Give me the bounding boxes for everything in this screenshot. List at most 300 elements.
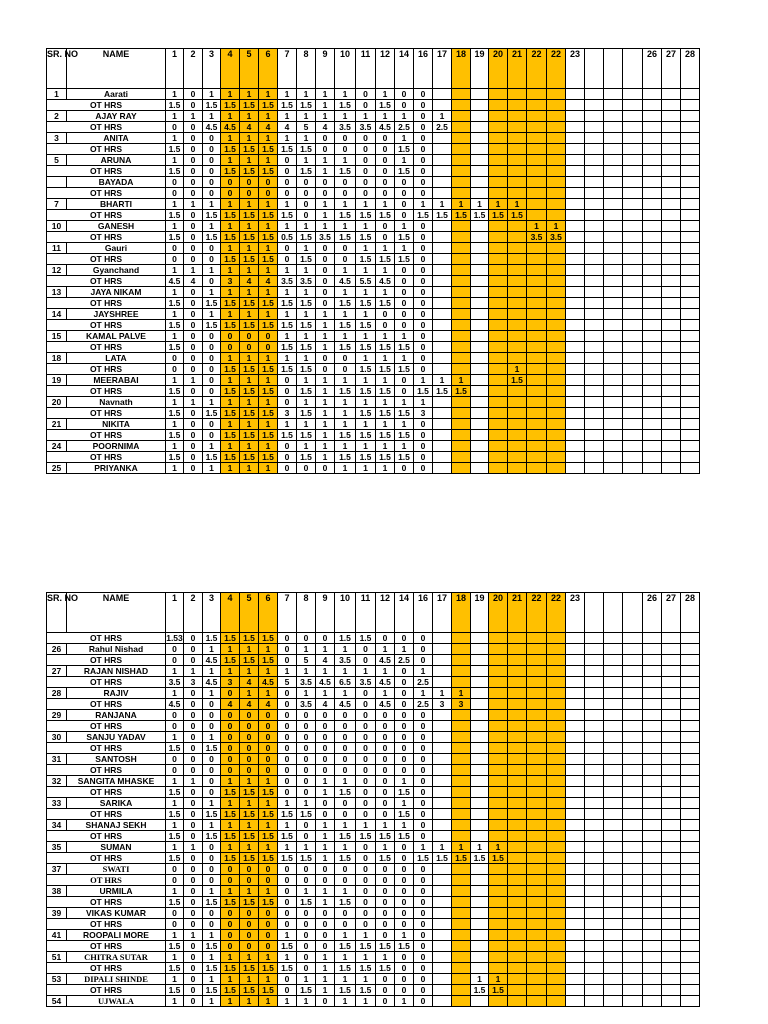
day-value <box>681 342 700 353</box>
day-value: 0 <box>259 941 278 952</box>
day-value: 1.5 <box>221 809 240 820</box>
day-value: 1.5 <box>278 853 297 864</box>
day-value <box>566 364 585 375</box>
day-value <box>604 633 623 644</box>
day-value: 0 <box>414 298 433 309</box>
day-value: 4 <box>240 122 259 133</box>
day-value <box>604 408 623 419</box>
day-value: 4.5 <box>376 677 395 688</box>
day-value <box>604 232 623 243</box>
day-value: 1 <box>278 309 297 320</box>
day-value <box>508 908 527 919</box>
day-value <box>566 243 585 254</box>
day-value: 1.5 <box>221 320 240 331</box>
day-value: 1 <box>184 930 203 941</box>
day-header: 2 <box>184 49 203 89</box>
day-value <box>585 188 604 199</box>
day-value <box>643 996 662 1007</box>
day-value: 1.5 <box>221 210 240 221</box>
day-value: 0 <box>278 166 297 177</box>
day-value <box>452 232 471 243</box>
day-value <box>489 721 508 732</box>
day-value <box>623 710 643 721</box>
day-value <box>662 155 681 166</box>
day-value: 1.5 <box>259 831 278 842</box>
day-value <box>681 133 700 144</box>
day-value: 1 <box>221 397 240 408</box>
day-value <box>681 831 700 842</box>
day-value <box>681 974 700 985</box>
day-value: 2.5 <box>433 122 452 133</box>
day-value <box>566 342 585 353</box>
day-value: 0 <box>184 419 203 430</box>
day-value <box>433 864 452 875</box>
day-value <box>623 133 643 144</box>
day-value: 1.5 <box>259 655 278 666</box>
day-value: 1 <box>395 353 414 364</box>
day-value <box>433 787 452 798</box>
day-value: 1 <box>316 375 335 386</box>
day-value: 0 <box>203 765 221 776</box>
day-value <box>566 842 585 853</box>
ot-label: OT HRS <box>47 985 166 996</box>
day-value <box>585 265 604 276</box>
day-value <box>489 688 508 699</box>
day-value: 1.5 <box>259 633 278 644</box>
day-value <box>643 353 662 364</box>
day-value <box>508 100 527 111</box>
day-value: 0 <box>316 243 335 254</box>
day-value <box>433 441 452 452</box>
day-value <box>527 666 547 677</box>
day-value: 1 <box>335 265 356 276</box>
day-value <box>681 331 700 342</box>
day-value: 0 <box>395 309 414 320</box>
day-value: 0 <box>316 353 335 364</box>
day-value <box>623 941 643 952</box>
day-value <box>623 721 643 732</box>
day-value: 1 <box>297 111 316 122</box>
day-value: 1 <box>335 463 356 474</box>
day-value <box>585 743 604 754</box>
day-value: 1 <box>335 331 356 342</box>
day-value: 1 <box>316 820 335 831</box>
day-value <box>623 644 643 655</box>
day-value: 0 <box>414 897 433 908</box>
employee-name: KAMAL PALVE <box>67 331 166 342</box>
day-value <box>604 463 623 474</box>
day-value <box>433 710 452 721</box>
day-value: 0 <box>203 919 221 930</box>
day-value <box>527 408 547 419</box>
day-value: 0 <box>259 908 278 919</box>
day-value: 1 <box>259 375 278 386</box>
day-value <box>471 100 489 111</box>
day-value <box>681 655 700 666</box>
day-value <box>643 688 662 699</box>
day-header <box>585 593 604 633</box>
day-value <box>662 386 681 397</box>
day-value: 1 <box>297 666 316 677</box>
day-value: 0 <box>184 100 203 111</box>
day-value <box>604 809 623 820</box>
day-value: 0 <box>297 919 316 930</box>
day-value: 1 <box>240 666 259 677</box>
day-value <box>433 463 452 474</box>
day-header: 19 <box>471 49 489 89</box>
day-value <box>623 386 643 397</box>
day-value: 1.5 <box>166 452 184 463</box>
day-value: 0 <box>221 754 240 765</box>
day-value <box>681 100 700 111</box>
day-value <box>433 831 452 842</box>
day-value: 1 <box>335 408 356 419</box>
day-value <box>471 644 489 655</box>
day-value: 1 <box>489 842 508 853</box>
day-value: 0 <box>414 820 433 831</box>
day-value: 4.5 <box>203 122 221 133</box>
day-value: 1.5 <box>452 386 471 397</box>
day-value: 0 <box>221 743 240 754</box>
day-value <box>547 908 566 919</box>
day-value: 0 <box>376 776 395 787</box>
day-value <box>585 655 604 666</box>
day-value: 1.5 <box>240 320 259 331</box>
day-value <box>452 287 471 298</box>
day-value <box>662 419 681 430</box>
day-value <box>604 787 623 798</box>
day-value <box>547 809 566 820</box>
day-value <box>623 188 643 199</box>
day-value <box>681 644 700 655</box>
day-value: 1 <box>376 243 395 254</box>
sr-no-header: SR. NO <box>47 593 67 633</box>
day-value <box>623 221 643 232</box>
day-value <box>433 309 452 320</box>
employee-row <box>47 133 700 144</box>
day-value <box>681 699 700 710</box>
day-value: 0 <box>356 853 376 864</box>
day-value <box>585 798 604 809</box>
day-value: 1 <box>316 776 335 787</box>
day-value <box>681 798 700 809</box>
day-value <box>681 886 700 897</box>
day-value <box>471 177 489 188</box>
sr-no: 5 <box>47 155 67 166</box>
day-value <box>433 930 452 941</box>
day-value: 1 <box>221 776 240 787</box>
day-value <box>527 897 547 908</box>
day-value: 1 <box>414 666 433 677</box>
day-value <box>489 952 508 963</box>
day-value: 1 <box>203 996 221 1007</box>
day-value <box>566 919 585 930</box>
day-value: 1 <box>221 886 240 897</box>
day-value: 1.5 <box>335 853 356 864</box>
day-value: 1.53 <box>166 633 183 643</box>
day-value <box>489 100 508 111</box>
ot-hours-row <box>47 875 700 886</box>
day-value <box>681 930 700 941</box>
day-value: 1.5 <box>297 809 316 820</box>
day-value: 1 <box>259 776 278 787</box>
day-value <box>643 963 662 974</box>
day-value: 4.5 <box>166 699 184 710</box>
employee-name: Rahul Nishad <box>67 644 166 655</box>
day-value: 1.5 <box>240 985 259 996</box>
day-value <box>566 221 585 232</box>
day-value: 0 <box>184 309 203 320</box>
day-value <box>681 243 700 254</box>
name-header: NAME <box>67 49 166 89</box>
day-value <box>471 655 489 666</box>
day-value <box>585 765 604 776</box>
day-value: 1 <box>395 930 414 941</box>
ot-hours-row <box>47 985 700 996</box>
day-value: 2.5 <box>395 122 414 133</box>
day-value: 0 <box>278 864 297 875</box>
day-value: 1 <box>259 952 278 963</box>
day-value: 1 <box>395 221 414 232</box>
day-value: 0 <box>356 699 376 710</box>
day-value <box>433 952 452 963</box>
day-value: 3 <box>221 276 240 287</box>
day-value: 0 <box>414 864 433 875</box>
day-value <box>527 298 547 309</box>
day-value: 0 <box>356 875 376 886</box>
day-value: 0 <box>335 144 356 155</box>
day-value <box>489 996 508 1007</box>
day-value <box>547 853 566 864</box>
day-value <box>452 765 471 776</box>
day-value <box>527 776 547 787</box>
day-value: 0 <box>259 754 278 765</box>
day-value <box>623 254 643 265</box>
day-value <box>489 419 508 430</box>
day-value: 0 <box>259 710 278 721</box>
day-value: 0 <box>184 452 203 463</box>
day-value: 1 <box>395 820 414 831</box>
day-value <box>547 111 566 122</box>
day-value: 0 <box>166 177 184 188</box>
ot-hours-row <box>47 386 700 397</box>
day-value: 4.5 <box>166 276 184 287</box>
day-value <box>662 254 681 265</box>
day-value <box>643 776 662 787</box>
day-value: 0 <box>414 177 433 188</box>
day-value: 0 <box>278 765 297 776</box>
day-value <box>508 441 527 452</box>
day-value <box>623 831 643 842</box>
day-value: 1.5 <box>395 254 414 265</box>
day-value <box>623 463 643 474</box>
day-value: 1 <box>184 842 203 853</box>
day-value: 4 <box>259 276 278 287</box>
day-value: 1 <box>203 441 221 452</box>
day-value: 0 <box>376 177 395 188</box>
day-value <box>585 100 604 111</box>
day-value <box>452 419 471 430</box>
day-value <box>471 309 489 320</box>
day-value <box>508 463 527 474</box>
day-value: 1 <box>316 111 335 122</box>
employee-row <box>47 644 700 655</box>
day-value <box>508 166 527 177</box>
day-value <box>566 331 585 342</box>
day-value: 1.5 <box>221 144 240 155</box>
day-value <box>452 254 471 265</box>
day-value <box>547 199 566 210</box>
day-value: 0 <box>335 364 356 375</box>
day-value <box>623 919 643 930</box>
day-value <box>527 941 547 952</box>
day-value: 0 <box>376 144 395 155</box>
day-value: 0 <box>335 732 356 743</box>
day-value <box>452 309 471 320</box>
day-value: 1.5 <box>433 386 452 397</box>
day-value: 3 <box>433 699 452 710</box>
day-value <box>489 408 508 419</box>
day-value: 1 <box>376 952 395 963</box>
ot-label: OT HRS <box>47 254 166 265</box>
employee-name: AJAY RAY <box>67 111 166 122</box>
day-value: 1 <box>297 155 316 166</box>
day-value <box>433 754 452 765</box>
day-value <box>643 89 662 100</box>
day-value <box>604 699 623 710</box>
day-value: 1 <box>259 265 278 276</box>
ot-hours-row <box>47 298 700 309</box>
employee-name: PRIYANKA <box>67 463 166 474</box>
day-value <box>662 666 681 677</box>
day-value: 1 <box>433 842 452 853</box>
day-value: 0 <box>316 254 335 265</box>
day-value: 4 <box>316 699 335 710</box>
day-value <box>604 677 623 688</box>
day-value: 1.5 <box>203 743 221 754</box>
day-value: 1.5 <box>297 408 316 419</box>
day-value: 1 <box>414 842 433 853</box>
day-value <box>681 941 700 952</box>
day-value: 0 <box>414 155 433 166</box>
ot-label: OT HRS <box>47 875 166 886</box>
day-value: 0 <box>335 133 356 144</box>
day-value: 1 <box>316 386 335 397</box>
day-value <box>471 721 489 732</box>
day-value <box>604 655 623 666</box>
day-value: 0 <box>335 765 356 776</box>
day-value <box>643 397 662 408</box>
day-value: 0 <box>221 941 240 952</box>
day-value: 0 <box>356 809 376 820</box>
day-value: 1.5 <box>240 853 259 864</box>
day-value <box>471 166 489 177</box>
day-value: 0 <box>414 452 433 463</box>
day-value <box>585 287 604 298</box>
day-value <box>433 430 452 441</box>
sr-no: 33 <box>47 798 67 809</box>
day-value <box>433 144 452 155</box>
day-value <box>585 199 604 210</box>
day-value: 0 <box>184 897 203 908</box>
day-value: 0 <box>278 699 297 710</box>
day-value: 0 <box>184 320 203 331</box>
day-value <box>604 166 623 177</box>
day-value: 0 <box>376 930 395 941</box>
day-value <box>452 754 471 765</box>
day-value: 1.5 <box>221 364 240 375</box>
day-value: 1 <box>395 798 414 809</box>
day-value <box>527 155 547 166</box>
day-value: 3.5 <box>335 655 356 666</box>
day-value: 1.5 <box>335 897 356 908</box>
day-value <box>489 765 508 776</box>
day-value <box>566 309 585 320</box>
day-value: 1 <box>376 199 395 210</box>
day-value <box>452 331 471 342</box>
day-value: 1 <box>278 265 297 276</box>
day-value: 1.5 <box>356 831 376 842</box>
day-value <box>527 875 547 886</box>
day-value: 3 <box>452 699 471 710</box>
day-value <box>604 397 623 408</box>
day-value <box>681 897 700 908</box>
day-value <box>623 430 643 441</box>
sheet-1 <box>46 48 700 474</box>
day-value <box>681 721 700 732</box>
day-value: 1 <box>376 463 395 474</box>
day-value: 0 <box>316 144 335 155</box>
day-value: 1.5 <box>395 787 414 798</box>
day-value: 0 <box>356 732 376 743</box>
day-value: 1 <box>376 111 395 122</box>
sr-no: 29 <box>47 710 67 721</box>
day-value <box>643 342 662 353</box>
day-value: 1 <box>297 644 316 655</box>
day-value: 0 <box>221 710 240 721</box>
day-value: 0 <box>297 463 316 474</box>
day-value <box>508 430 527 441</box>
employee-name: GANESH <box>67 221 166 232</box>
day-value <box>662 353 681 364</box>
day-value <box>623 364 643 375</box>
day-value <box>623 908 643 919</box>
day-value <box>433 732 452 743</box>
day-value <box>604 353 623 364</box>
day-value: 1 <box>278 842 297 853</box>
day-value: 0 <box>184 221 203 232</box>
day-value <box>585 699 604 710</box>
day-value: 0 <box>278 743 297 754</box>
day-value: 1 <box>166 996 184 1007</box>
day-value <box>452 364 471 375</box>
day-value: 0 <box>414 331 433 342</box>
day-value <box>566 419 585 430</box>
day-value <box>662 644 681 655</box>
day-value <box>585 732 604 743</box>
day-value: 1.5 <box>259 809 278 820</box>
sr-no: 24 <box>47 441 67 452</box>
day-value: 0 <box>414 342 433 353</box>
day-value: 0 <box>316 798 335 809</box>
day-value <box>662 298 681 309</box>
day-value: 1.5 <box>166 144 184 155</box>
day-value: 1.5 <box>240 166 259 177</box>
day-value: 0 <box>376 985 395 996</box>
day-value: 0 <box>376 886 395 897</box>
day-value: 1 <box>221 221 240 232</box>
day-value: 0 <box>184 89 203 100</box>
